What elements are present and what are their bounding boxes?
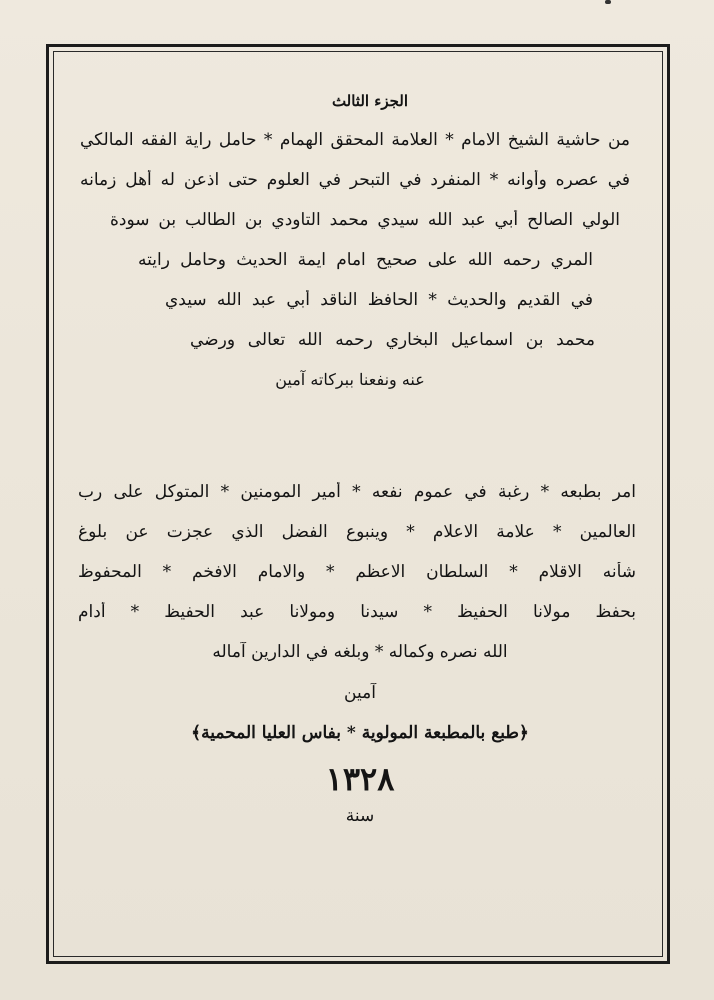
printer-imprint: ﴿طبع بالمطبعة المولوية * بفاس العليا المحمية﴾ <box>191 723 529 743</box>
intro-line-6: محمد بن اسماعيل البخاري رحمه الله تعالى ورضي <box>190 330 595 350</box>
order-line-1: امر بطبعه * رغبة في عموم نفعه * أمير المومنين * المتوكل على رب <box>78 482 636 502</box>
intro-line-5: في القديم والحديث * الحافظ الناقد أبي عبد الله سيدي <box>165 290 593 310</box>
intro-line-2: في عصره وأوانه * المنفرد في التبحر في العلوم حتى اذعن له أهل زمانه <box>80 170 630 190</box>
order-line-3: شأنه الاقلام * السلطان الاعظم * والامام الافخم * المحفوظ <box>78 562 636 582</box>
year-label: سنة <box>345 806 375 826</box>
intro-line-3: الولي الصالح أبي عبد الله سيدي محمد التاودي بن الطالب بن سودة <box>110 210 620 230</box>
amen-text: آمين <box>344 683 376 703</box>
intro-line-1: من حاشية الشيخ الامام * العلامة المحقق الهمام * حامل راية الفقه المالكي <box>80 130 630 150</box>
order-line-5: الله نصره وكماله * وبلغه في الدارين آماله <box>212 642 508 662</box>
order-line-2: العالمين * علامة الاعلام * وينبوع الفضل الذي عجزت عن بلوغ <box>78 522 636 542</box>
volume-title: الجزء الثالث <box>331 92 409 110</box>
ink-mark <box>605 0 611 4</box>
intro-line-7: عنه ونفعنا ببركاته آمين <box>275 370 425 389</box>
order-line-4: بحفظ مولانا الحفيظ * سيدنا ومولانا عبد الحفيظ * أدام <box>78 602 636 622</box>
intro-line-4: المري رحمه الله على صحيح امام ايمة الحديث وحامل رايته <box>138 250 593 270</box>
publication-year: ١٣٢٨ <box>325 760 395 798</box>
